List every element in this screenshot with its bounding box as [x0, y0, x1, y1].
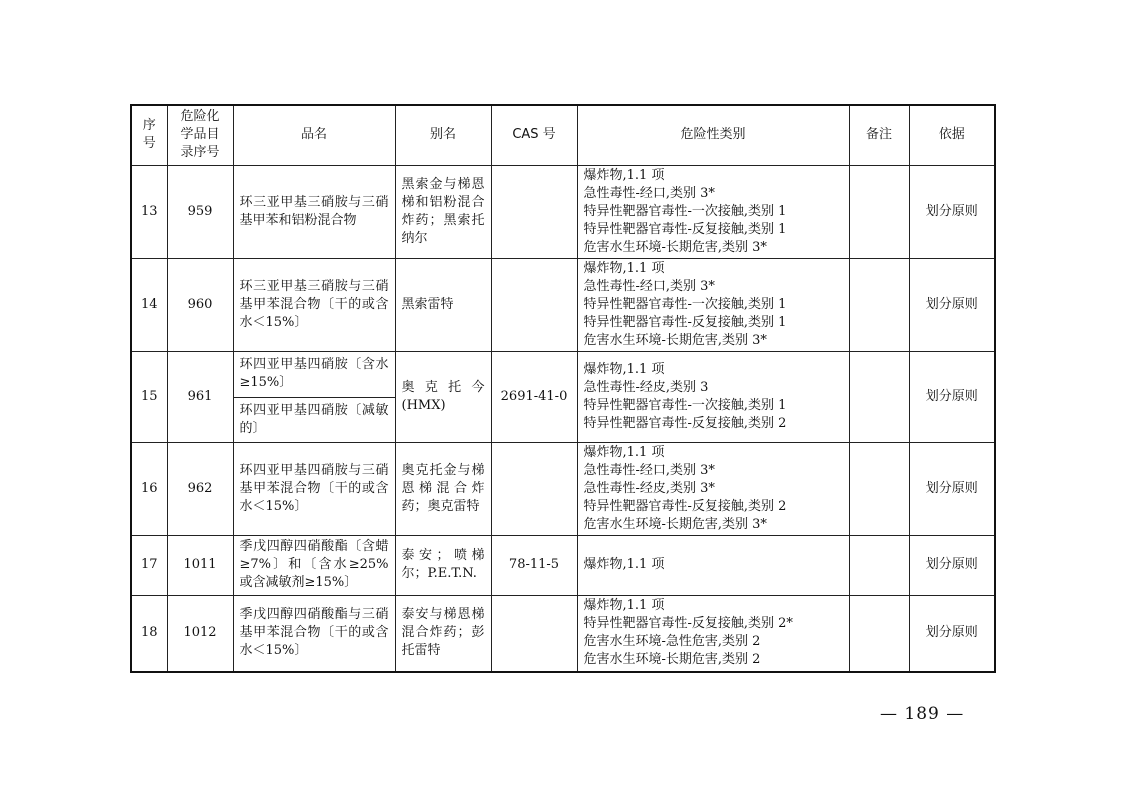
- hazard-line: 爆炸物,1.1 项: [583, 444, 665, 460]
- cell-alias: 奥克托金与梯恩梯混合炸药；奥克雷特: [395, 442, 491, 535]
- table-row: [131, 258, 995, 351]
- header-hazard-class: 危险性类别: [577, 105, 849, 165]
- cell-name: 季戊四醇四硝酸酯〔含蜡≥7%〕和〔含水≥25%或含减敏剂≥15%〕: [233, 535, 395, 595]
- table-row: [131, 165, 995, 258]
- hazard-line: 特异性靶器官毒性-反复接触,类别 1: [583, 221, 787, 237]
- hazard-line: 危害水生环境-长期危害,类别 3*: [583, 332, 767, 348]
- header-basis: 依据: [909, 105, 995, 165]
- cell-hazard-class: [577, 442, 849, 535]
- cell-basis: 划分原则: [909, 258, 995, 351]
- cell-alias: 黑索雷特: [395, 258, 491, 351]
- page-number: — 189 —: [880, 704, 965, 724]
- hazard-line: 爆炸物,1.1 项: [583, 557, 665, 572]
- hazard-line: 特异性靶器官毒性-反复接触,类别 2: [583, 498, 787, 514]
- cell-alias: 黑索金与梯恩梯和铝粉混合炸药；黑索托纳尔: [395, 165, 491, 258]
- hazard-line: 特异性靶器官毒性-反复接触,类别 1: [583, 314, 787, 330]
- hazard-line: 急性毒性-经口,类别 3*: [583, 185, 715, 201]
- cell-seq: 13: [131, 165, 167, 258]
- table-row: [131, 595, 995, 672]
- hazard-line: 特异性靶器官毒性-一次接触,类别 1: [583, 397, 787, 413]
- cell-name: 环四亚甲基四硝胺〔减敏的〕: [233, 397, 395, 442]
- cell-remark: [849, 535, 909, 595]
- header-cas: CAS 号: [491, 105, 577, 165]
- hazard-line: 急性毒性-经皮,类别 3*: [583, 480, 715, 496]
- cell-remark: [849, 595, 909, 672]
- hazard-line: 危害水生环境-长期危害,类别 2: [583, 652, 761, 668]
- cell-alias: 泰安与梯恩梯混合炸药；彭托雷特: [395, 595, 491, 672]
- cell-hazard-class: [577, 535, 849, 595]
- hazard-line: 危害水生环境-长期危害,类别 3*: [583, 239, 767, 255]
- cell-catalog-number: 1012: [167, 595, 233, 672]
- hazard-line: 爆炸物,1.1 项: [583, 598, 665, 614]
- cell-basis: 划分原则: [909, 351, 995, 442]
- cell-seq: 16: [131, 442, 167, 535]
- cell-basis: 划分原则: [909, 442, 995, 535]
- hazard-line: 危害水生环境-急性危害,类别 2: [583, 634, 761, 650]
- hazard-line: 急性毒性-经口,类别 3*: [583, 278, 715, 294]
- cell-catalog-number: 1011: [167, 535, 233, 595]
- cell-name: 环四亚甲基四硝胺〔含水≥15%〕: [233, 351, 395, 397]
- hazard-line: 特异性靶器官毒性-一次接触,类别 1: [583, 296, 787, 312]
- cell-cas: 2691-41-0: [491, 351, 577, 442]
- cell-hazard-class: [577, 595, 849, 672]
- table-row: [131, 351, 995, 397]
- cell-remark: [849, 351, 909, 442]
- cell-cas: [491, 595, 577, 672]
- cell-remark: [849, 442, 909, 535]
- hazard-line: 急性毒性-经口,类别 3*: [583, 462, 715, 478]
- cell-hazard-class: [577, 165, 849, 258]
- hazard-line: 爆炸物,1.1 项: [583, 260, 665, 276]
- table-row: [131, 442, 995, 535]
- hazardous-chemicals-table: [130, 104, 996, 673]
- cell-basis: 划分原则: [909, 165, 995, 258]
- cell-catalog-number: 960: [167, 258, 233, 351]
- hazard-line: 特异性靶器官毒性-反复接触,类别 2: [583, 415, 787, 431]
- cell-cas: 78-11-5: [491, 535, 577, 595]
- cell-hazard-class: [577, 258, 849, 351]
- cell-name: 环三亚甲基三硝胺与三硝基甲苯混合物〔干的或含水＜15%〕: [233, 258, 395, 351]
- cell-seq: 15: [131, 351, 167, 442]
- cell-alias: 泰安；喷梯尔；P.E.T.N.: [395, 535, 491, 595]
- cell-cas: [491, 165, 577, 258]
- hazard-line: 危害水生环境-长期危害,类别 3*: [583, 516, 767, 532]
- header-alias: 别名: [395, 105, 491, 165]
- table-row: [131, 535, 995, 595]
- cell-catalog-number: 959: [167, 165, 233, 258]
- cell-remark: [849, 165, 909, 258]
- cell-name: 环三亚甲基三硝胺与三硝基甲苯和铝粉混合物: [233, 165, 395, 258]
- hazard-line: 特异性靶器官毒性-反复接触,类别 2*: [583, 616, 793, 632]
- cell-catalog-number: 961: [167, 351, 233, 442]
- cell-basis: 划分原则: [909, 535, 995, 595]
- header-row: [131, 105, 995, 165]
- hazard-line: 特异性靶器官毒性-一次接触,类别 1: [583, 203, 787, 219]
- cell-cas: [491, 442, 577, 535]
- cell-remark: [849, 258, 909, 351]
- cell-seq: 17: [131, 535, 167, 595]
- cell-basis: 划分原则: [909, 595, 995, 672]
- cell-seq: 14: [131, 258, 167, 351]
- header-catalog-number: 危险化学品目录序号: [167, 105, 233, 165]
- header-seq: 序号: [131, 105, 167, 165]
- header-remark: 备注: [849, 105, 909, 165]
- cell-name: 环四亚甲基四硝胺与三硝基甲苯混合物〔干的或含水＜15%〕: [233, 442, 395, 535]
- hazard-line: 爆炸物,1.1 项: [583, 167, 665, 183]
- cell-catalog-number: 962: [167, 442, 233, 535]
- cell-alias: 奥克托今(HMX): [395, 351, 491, 442]
- cell-name: 季戊四醇四硝酸酯与三硝基甲苯混合物〔干的或含水＜15%〕: [233, 595, 395, 672]
- cell-cas: [491, 258, 577, 351]
- header-name: 品名: [233, 105, 395, 165]
- hazard-line: 爆炸物,1.1 项: [583, 361, 665, 377]
- cell-hazard-class: [577, 351, 849, 442]
- hazard-line: 急性毒性-经皮,类别 3: [583, 379, 709, 395]
- cell-seq: 18: [131, 595, 167, 672]
